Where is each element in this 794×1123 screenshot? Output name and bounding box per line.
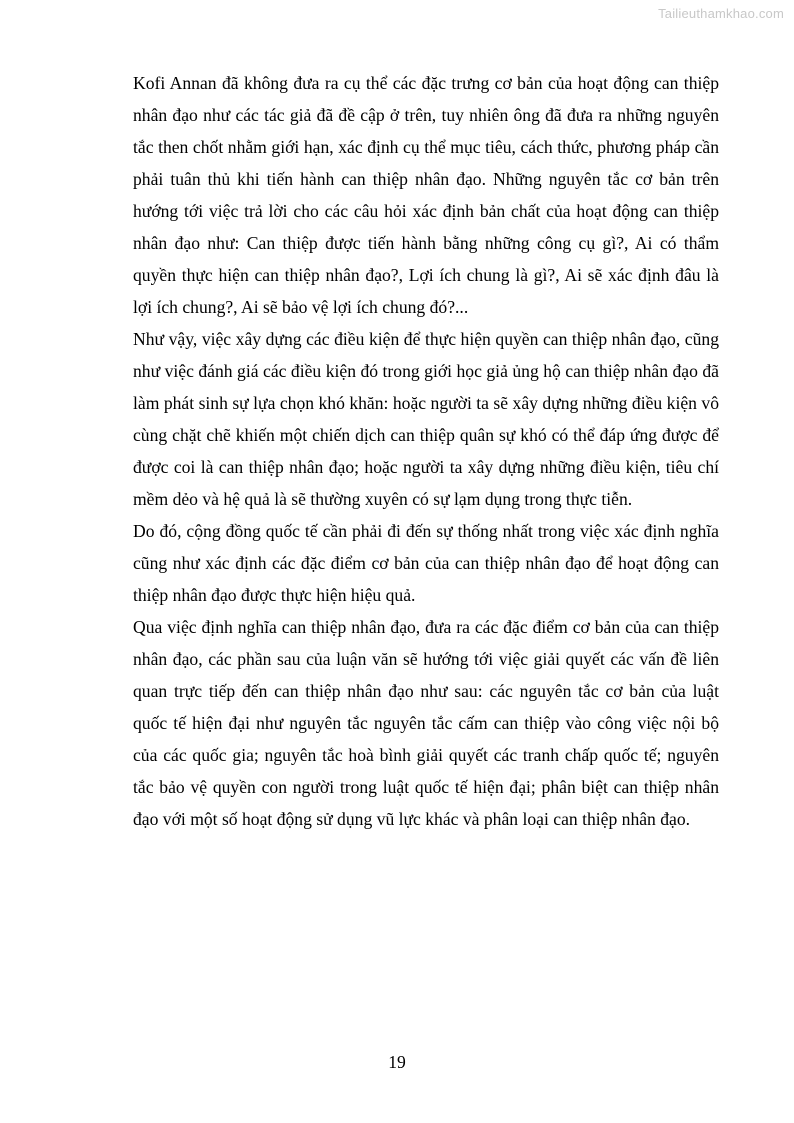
paragraph-kofi-annan: Kofi Annan đã không đưa ra cụ thể các đặc trưng cơ bản của hoạt động can thiệp nhân đạo như các tác giả đã đề cập ở trên, tuy nhiên ông đã đưa ra những nguyên tắc then chốt nhằm giới hạn, xác định cụ thể mục tiêu, cách thức, phương pháp cần phải tuân thủ khi tiến hành can thiệp nhân đạo. Những nguyên tắc cơ bản trên hướng tới việc trả lời cho các câu hỏi xác định bản chất của hoạt động can thiệp nhân đạo như: Can thiệp được tiến hành bằng những công cụ gì?, Ai có thẩm quyền thực hiện can thiệp nhân đạo?, Lợi ích chung là gì?, Ai sẽ xác định đâu là lợi ích chung?, Ai sẽ bảo vệ lợi ích chung đó?... xyxy=(133,73,719,317)
page-number: 19 xyxy=(388,1052,406,1072)
paragraph-conditions: Như vậy, việc xây dựng các điều kiện để thực hiện quyền can thiệp nhân đạo, cũng như việc đánh giá các điều kiện đó trong giới học giả ủng hộ can thiệp nhân đạo đã làm phát sinh sự lựa chọn khó khăn: hoặc người ta sẽ xây dựng những điều kiện vô cùng chặt chẽ khiến một chiến dịch can thiệp quân sự khó có thể đáp ứng được để được coi là can thiệp nhân đạo; hoặc người ta xây dựng những điều kiện, tiêu chí mềm dẻo và hệ quả là sẽ thường xuyên có sự lạm dụng trong thực tiễn. xyxy=(133,329,719,509)
watermark-text: Tailieuthamkhao.com xyxy=(658,6,784,21)
paragraph-thesis-outline: Qua việc định nghĩa can thiệp nhân đạo, đưa ra các đặc điểm cơ bản của can thiệp nhân đạo, các phần sau của luận văn sẽ hướng tới việc giải quyết các vấn đề liên quan trực tiếp đến can thiệp nhân đạo như sau: các nguyên tắc cơ bản của luật quốc tế hiện đại như nguyên tắc nguyên tắc cấm can thiệp vào công việc nội bộ của các quốc gia; nguyên tắc hoà bình giải quyết các tranh chấp quốc tế; nguyên tắc bảo vệ quyền con người trong luật quốc tế hiện đại; phân biệt can thiệp nhân đạo với một số hoạt động sử dụng vũ lực khác và phân loại can thiệp nhân đạo. xyxy=(133,617,719,829)
document-body xyxy=(133,67,719,835)
paragraph-international-community: Do đó, cộng đồng quốc tế cần phải đi đến sự thống nhất trong việc xác định nghĩa cũng như xác định các đặc điểm cơ bản của can thiệp nhân đạo để hoạt động can thiệp nhân đạo được thực hiện hiệu quả. xyxy=(133,521,719,605)
